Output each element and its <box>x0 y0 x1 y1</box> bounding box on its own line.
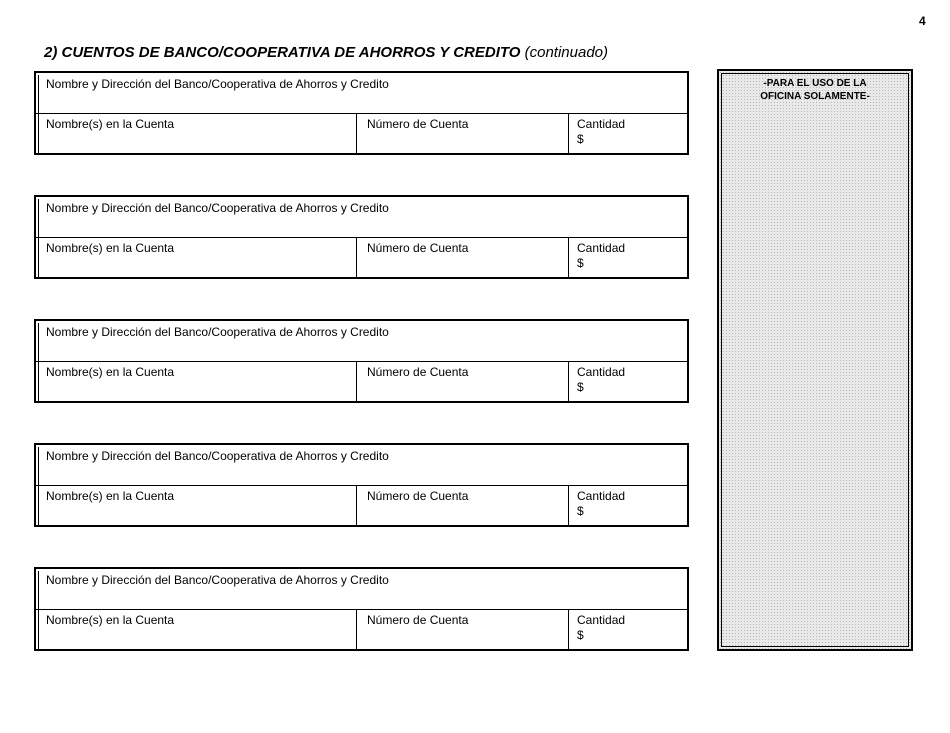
account-number-field[interactable] <box>356 485 568 525</box>
amount-field[interactable] <box>568 609 687 649</box>
account-box-3 <box>34 319 689 403</box>
amount-field[interactable] <box>568 361 687 401</box>
amount-label: Cantidad <box>577 117 626 131</box>
office-use-label: -PARA EL USO DE LA OFICINA SOLAMENTE- <box>760 78 870 102</box>
account-names-field[interactable] <box>36 361 356 401</box>
amount-label: Cantidad <box>577 613 626 627</box>
account-number-field[interactable] <box>356 609 568 649</box>
account-box-5 <box>34 567 689 651</box>
account-number-label: Número de Cuenta <box>367 241 469 255</box>
account-names-field[interactable] <box>36 609 356 649</box>
bank-name-address-field[interactable] <box>36 73 687 113</box>
currency-sign: $ <box>577 628 584 642</box>
amount-field[interactable] <box>568 237 687 277</box>
account-number-field[interactable] <box>356 113 568 153</box>
account-names-label: Nombre(s) en la Cuenta <box>46 241 175 255</box>
account-number-label: Número de Cuenta <box>367 613 469 627</box>
page-number: 4 <box>919 14 926 28</box>
account-box-4 <box>34 443 689 527</box>
currency-sign: $ <box>577 504 584 518</box>
account-names-label: Nombre(s) en la Cuenta <box>46 489 175 503</box>
amount-field[interactable] <box>568 485 687 525</box>
account-box-1 <box>34 71 689 155</box>
account-names-field[interactable] <box>36 485 356 525</box>
office-use-panel <box>717 69 913 651</box>
account-box-2 <box>34 195 689 279</box>
amount-label: Cantidad <box>577 489 626 503</box>
bank-name-address-field[interactable] <box>36 445 687 485</box>
account-number-field[interactable] <box>356 237 568 277</box>
currency-sign: $ <box>577 132 584 146</box>
bank-name-address-field[interactable] <box>36 197 687 237</box>
account-names-field[interactable] <box>36 113 356 153</box>
account-number-label: Número de Cuenta <box>367 365 469 379</box>
bank-name-address-field[interactable] <box>36 569 687 609</box>
amount-label: Cantidad <box>577 365 626 379</box>
bank-name-address-label: Nombre y Dirección del Banco/Cooperativa de Ahorros y Credito <box>46 325 389 339</box>
account-number-label: Número de Cuenta <box>367 117 469 131</box>
currency-sign: $ <box>577 256 584 270</box>
account-names-label: Nombre(s) en la Cuenta <box>46 117 175 131</box>
bank-name-address-label: Nombre y Dirección del Banco/Cooperativa de Ahorros y Credito <box>46 77 389 91</box>
bank-name-address-label: Nombre y Dirección del Banco/Cooperativa de Ahorros y Credito <box>46 573 389 587</box>
bank-name-address-field[interactable] <box>36 321 687 361</box>
section-title-text: 2) CUENTOS DE BANCO/COOPERATIVA DE AHORROS Y CREDITO <box>44 44 521 61</box>
account-names-field[interactable] <box>36 237 356 277</box>
section-title <box>44 44 608 61</box>
bank-name-address-label: Nombre y Dirección del Banco/Cooperativa de Ahorros y Credito <box>46 449 389 463</box>
currency-sign: $ <box>577 380 584 394</box>
amount-field[interactable] <box>568 113 687 153</box>
bank-name-address-label: Nombre y Dirección del Banco/Cooperativa de Ahorros y Credito <box>46 201 389 215</box>
account-number-field[interactable] <box>356 361 568 401</box>
account-names-label: Nombre(s) en la Cuenta <box>46 365 175 379</box>
account-number-label: Número de Cuenta <box>367 489 469 503</box>
amount-label: Cantidad <box>577 241 626 255</box>
account-names-label: Nombre(s) en la Cuenta <box>46 613 175 627</box>
section-continued: (continuado) <box>524 44 609 61</box>
